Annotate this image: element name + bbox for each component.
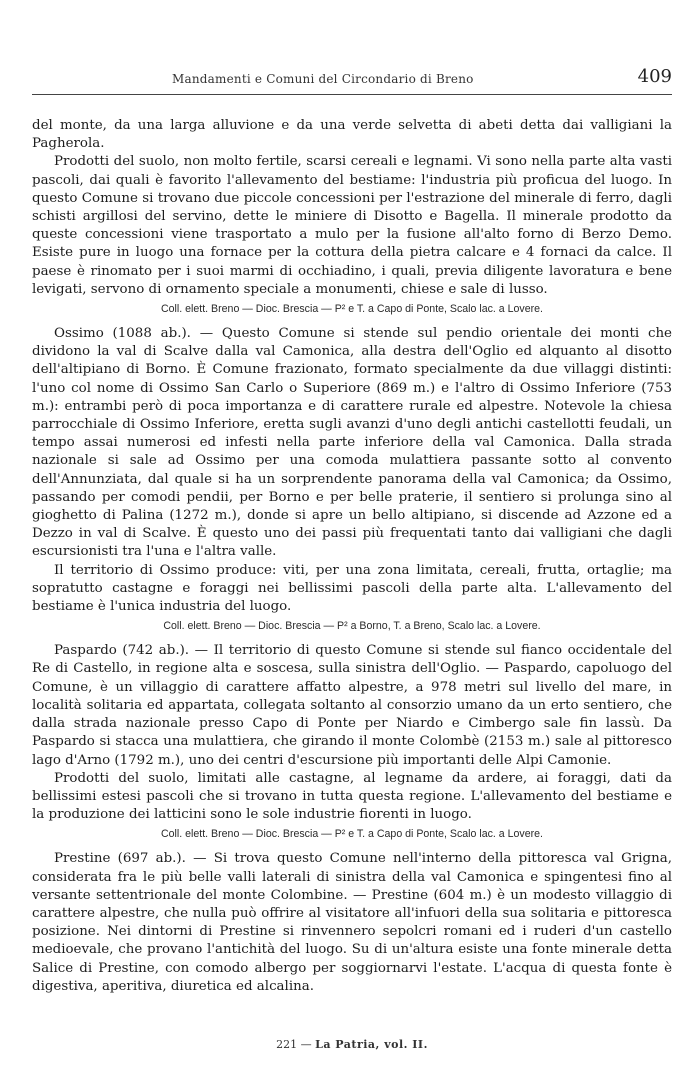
electoral-note: Coll. elett. Breno — Dioc. Brescia — P² a Borno, T. a Breno, Scalo lac. a Lovere. (163, 620, 541, 633)
entry-ossimo: Ossimo (1088 ab.). — Questo Comune si stende sul pendio orientale dei monti che dividono la val di Scalve dalla val Camonica, alla destra dell'Oglio ed alquanto al disotto dell'altipiano di Borno. È Comune frazionato, formato specialmente da due villaggi distinti: l'uno col nome di Ossimo San Carlo o Superiore (869 m.) e l'altro di Ossimo Inferiore (753 m.): entrambi però di poca importanza e di carattere rurale ed alpestre. Notevole la chiesa parrocchiale di Ossimo Inferiore, eretta sugli avanzi d'uno degli antichi castellotti feudali, un tempo assai numerosi ed infesti nella parte inferiore della val Camonica. Dalla strada nazionale si sale ad Ossimo per una comoda mulattiera passante sotto al convento dell'Annunziata, dal quale si ha un sorprendente panorama della val Camonica; da Ossimo, passando per comodi pendii, per Borno e per belle praterie, il sentiero si prolunga sino al gioghetto di Palina (1272 m.), donde si apre un bello altipiano, si discende ad Azzone ed a Dezzo in val di Scalve. È questo uno dei passi più frequentati tanto dai valligiani che dagli escursionisti tra l'una e l'altra valle. (32, 326, 672, 560)
document-page (32, 66, 672, 996)
running-header (32, 66, 672, 95)
footer-title: La Patria, vol. II. (315, 1038, 428, 1051)
paragraph: Il territorio di Ossimo produce: viti, per una zona limitata, cereali, frutta, ortaglie; ma sopratutto castagne e foraggi nei bellissimi pascoli della parte alta. L'allevamento del bestiame è l'unica industria del luogo. (32, 562, 672, 615)
paragraph: del monte, da una larga alluvione e da una verde selvetta di abeti detta dai valligiani la Pagherola. (32, 118, 672, 152)
page-number: 409 (637, 66, 672, 87)
electoral-note: Coll. elett. Breno — Dioc. Brescia — P² e T. a Capo di Ponte, Scalo lac. a Lovere. (161, 828, 543, 841)
page-footer (32, 1038, 672, 1051)
running-title: Mandamenti e Comuni del Circondario di Breno (172, 72, 474, 86)
footer-dash: — (300, 1038, 316, 1051)
body-text (32, 117, 672, 996)
paragraph: Prodotti del suolo, limitati alle castagne, al legname da ardere, ai foraggi, dati da bellissimi estesi pascoli che si trovano in tutta questa regione. L'allevamento del bestiame e la produzione dei latticini sono le sole industrie fiorenti in luogo. (32, 770, 672, 823)
entry-paspardo: Paspardo (742 ab.). — Il territorio di questo Comune si stende sul fianco occidentale del Re di Castello, in regione alta e soscesa, sulla sinistra dell'Oglio. — Paspardo, capoluogo del Comune, è un villaggio di carattere affatto alpestre, a 978 metri sul livello del mare, in località solitaria ed appartata, collegata soltanto al consorzio umano da un erto sentiero, che dalla strada nazionale presso Capo di Ponte per Niardo e Cimbergo sale fin lassù. Da Paspardo si stacca una mulattiera, che girando il monte Colombè (2153 m.) sale al pittoresco lago d'Arno (1792 m.), uno dei centri d'escursione più importanti delle Alpi Camonie. (32, 643, 672, 768)
entry-prestine: Prestine (697 ab.). — Si trova questo Comune nell'interno della pittoresca val Grigna, considerata fra le più belle valli laterali di sinistra della val Camonica e spingentesi fino al versante settentrionale del monte Colombine. — Prestine (604 m.) è un modesto villaggio di carattere alpestre, che nulla può offrire al visitatore all'infuori della sua solitaria e pittoresca posizione. Nei dintorni di Prestine si rinvennero sepolcri romani ed i ruderi d'un castello medioevale, che provano l'antichità del luogo. Su di un'altura esiste una fonte minerale detta Salice di Prestine, con comodo albergo per soggiornarvi l'estate. L'acqua di questa fonte è digestiva, aperitiva, diuretica ed alcalina. (32, 851, 672, 994)
electoral-note: Coll. elett. Breno — Dioc. Brescia — P² e T. a Capo di Ponte, Scalo lac. a Lovere. (161, 303, 543, 316)
paragraph: Prodotti del suolo, non molto fertile, scarsi cereali e legnami. Vi sono nella parte alta vasti pascoli, dai quali è favorito l'allevamento del bestiame: l'industria più proficua del luogo. In questo Comune si trovano due piccole concessioni per l'estrazione del minerale di ferro, dagli schisti argillosi del servino, dette le miniere di Disotto e Bagella. Il minerale prodotto da queste concessioni viene trasportato a mulo per la fusione all'alto forno di Berzo Demo. Esiste pure in luogo una fornace per la cottura della pietra calcare e 4 fornaci da calce. Il paese è rinomato per i suoi marmi di occhiadino, i quali, previa diligente lavoratura e bene levigati, servono di ornamento speciale a monumenti, chiese e sale di lusso. (32, 154, 672, 297)
footer-signature: 221 (276, 1038, 298, 1051)
